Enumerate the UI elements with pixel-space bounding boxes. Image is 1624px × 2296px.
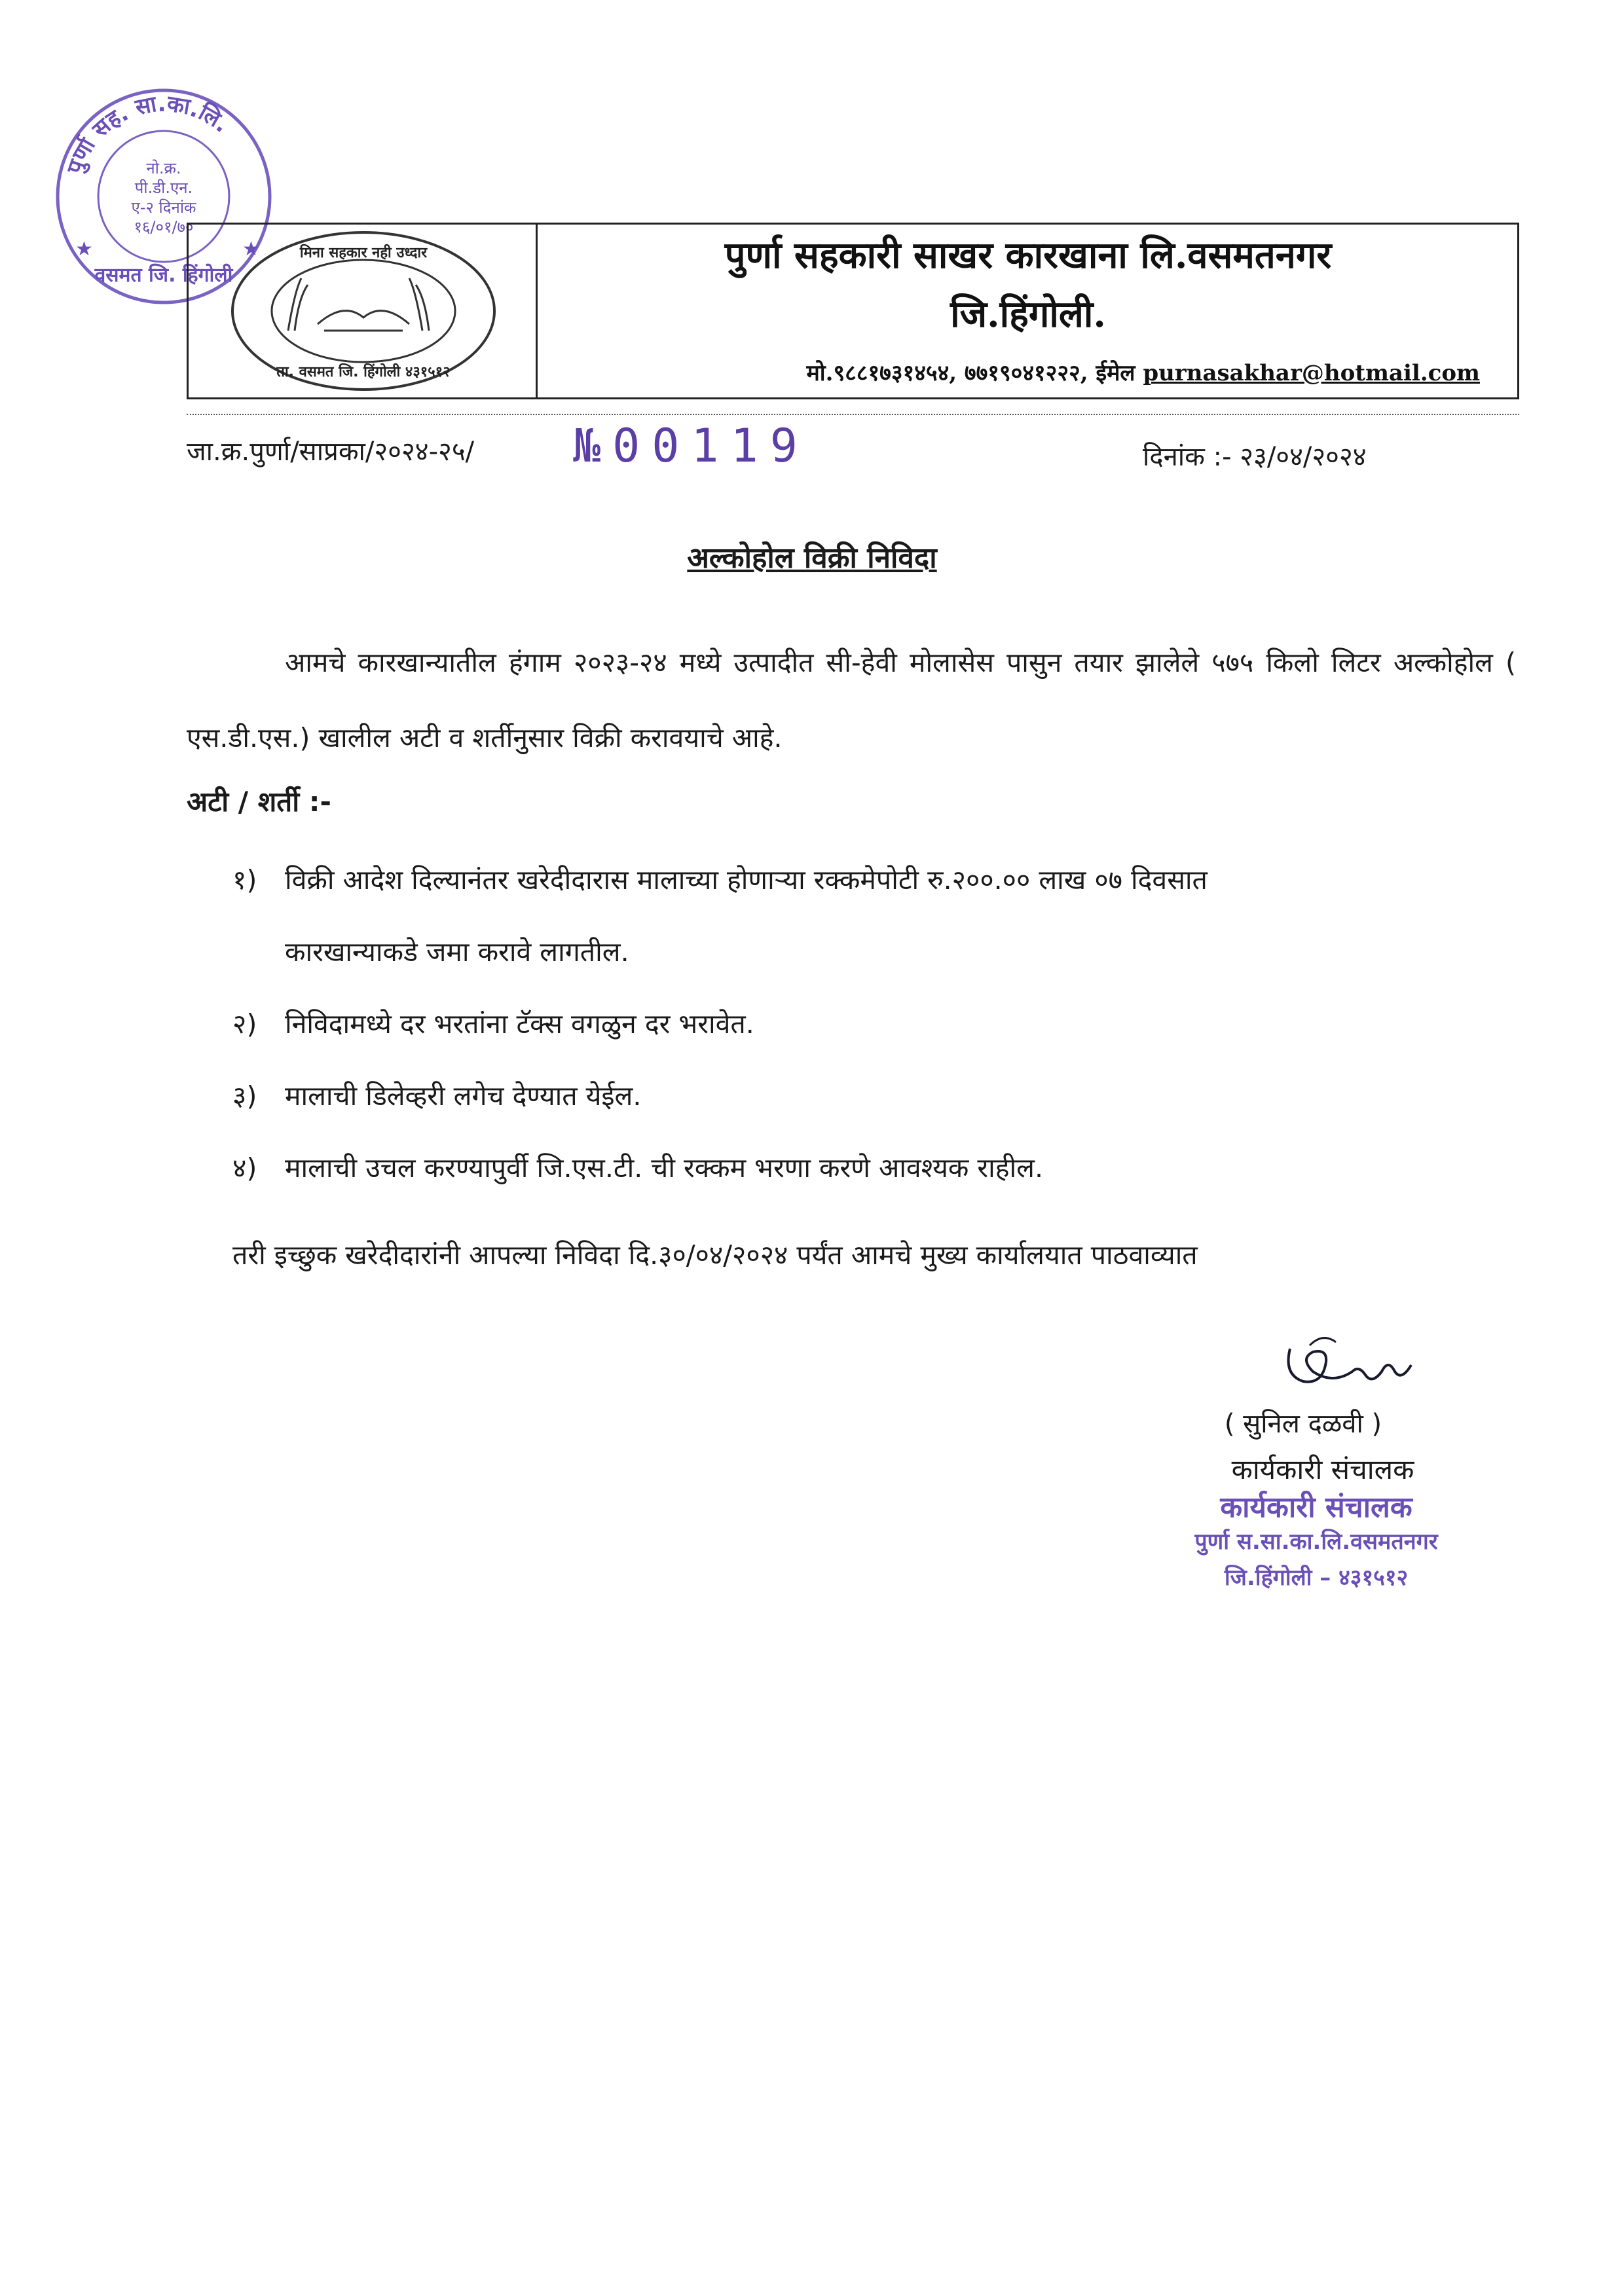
factory-logo: [226, 226, 501, 396]
designation-stamp-org: पुर्णा स.सा.का.लि.वसमतनगर: [1194, 1529, 1438, 1555]
term-number: ३): [232, 1080, 257, 1112]
reference-number: जा.क्र.पुर्णा/साप्रका/२०२४-२५/: [187, 437, 475, 467]
organization-name: पुर्णा सहकारी साखर कारखाना लि.वसमतनगर: [724, 234, 1332, 277]
seal-line-2: पी.डी.एन.: [134, 179, 193, 197]
letter-date: दिनांक :- २३/०४/२०२४: [1143, 442, 1367, 472]
term-number: १): [232, 864, 257, 896]
letterhead-divider: [536, 223, 538, 399]
designation-stamp-title: कार्यकारी संचालक: [1220, 1491, 1412, 1524]
term-text: निविदामध्ये दर भरतांना टॅक्स वगळुन दर भरावेत.: [285, 1008, 754, 1040]
logo-top-text: मिना सहकार नही उध्दार: [299, 245, 428, 261]
term-text: मालाची डिलेव्हरी लगेच देण्यात येईल.: [285, 1080, 642, 1112]
designation-stamp-address: जि.हिंगोली – ४३१५१२: [1224, 1565, 1409, 1591]
term-text: मालाची उचल करण्यापुर्वी जि.एस.टी. ची रक्कम भरणा करणे आवश्यक राहील.: [285, 1152, 1043, 1184]
term-number: २): [232, 1008, 257, 1040]
signatory-title: कार्यकारी संचालक: [1231, 1453, 1414, 1485]
header-rule: [187, 414, 1519, 415]
term-text: विक्री आदेश दिल्यानंतर खरेदीदारास मालाच्या होणाऱ्या रक्कमेपोटी रु.२००.०० लाख ०७ दिवसात: [285, 864, 1208, 896]
seal-line-1: नो.क्र.: [146, 159, 181, 177]
subject-heading: अल्कोहोल विक्री निविदा: [687, 541, 937, 575]
handwritten-signature: [1270, 1322, 1441, 1401]
svg-text:पुर्णा सह. सा.का.लि.: पुर्णा सह. सा.का.लि.: [62, 90, 234, 177]
terms-heading: अटी / शर्ती :-: [187, 786, 331, 818]
term-item-2: [232, 1005, 754, 1042]
logo-bottom-text: ता. वसमत जि. हिंगोली ४३१५१२: [276, 364, 451, 380]
closing-paragraph: तरी इच्छुक खरेदीदारांनी आपल्या निविदा दि.३०/०४/२०२४ पर्यंत आमचे मुख्य कार्यालयात पाठवाव्यात: [232, 1239, 1198, 1271]
contact-line: [550, 357, 1506, 387]
svg-text:★: ★: [242, 238, 260, 261]
contact-numbers: मो.९८८१७३१४५४, ७७१९०४१२२२, ईमेल: [806, 360, 1143, 386]
term-item-3: [232, 1077, 641, 1114]
serial-number-stamp: №00119: [573, 419, 809, 473]
seal-line-3: ए-२ दिनांक: [131, 198, 196, 217]
seal-line-4: १६/०१/७०: [134, 218, 194, 236]
organization-district: जि.हिंगोली.: [950, 293, 1106, 336]
term-item-1: [232, 861, 1208, 898]
body-paragraph: आमचे कारखान्यातील हंगाम २०२३-२४ मध्ये उत्पादीत सी-हेवी मोलासेस पासुन तयार झालेले ५७५ किलो लिटर अल्कोहोल ( एस.डी.एस.) खालील अटी व शर्तीनुसार विक्री करावयाचे आहे.: [187, 647, 1516, 754]
svg-text:★: ★: [75, 238, 93, 261]
email-link[interactable]: purnasakhar@hotmail.com: [1143, 360, 1480, 386]
svg-text:वसमत जि. हिंगोली: वसमत जि. हिंगोली: [94, 264, 233, 287]
term-number: ४): [232, 1152, 257, 1184]
signatory-name: ( सुनिल दळवी ): [1224, 1409, 1382, 1439]
term-item-4: [232, 1149, 1043, 1186]
term-item-1-continued: कारखान्याकडे जमा करावे लागतील.: [285, 936, 629, 968]
